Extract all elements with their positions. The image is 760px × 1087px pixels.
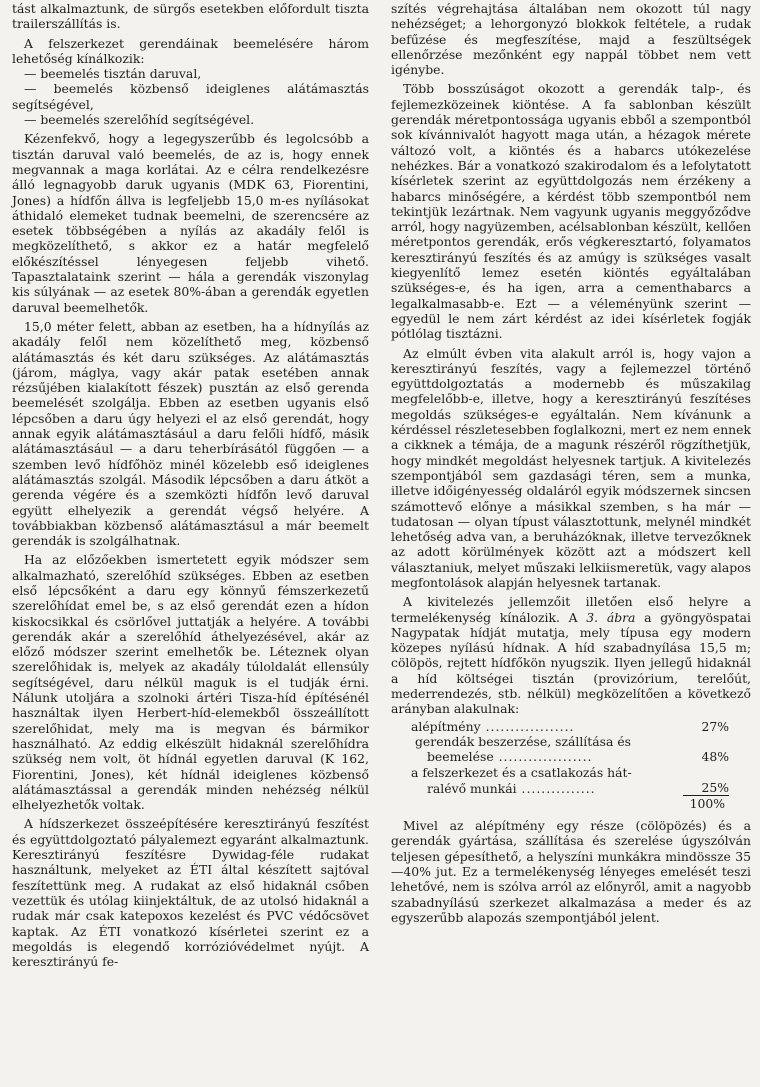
cost-label xyxy=(427,781,683,796)
text-span: a gyöngyöspatai Nagypatak hídját mutatja, mely típusa egy modern közepes nyílású hídnak. A híd szabadnyílása 15,5 m; cölöpös, rejtett hídfőkön nyugszik. Ilyen jellegű hidaknál a híd költségei tisztán (provizórium, terelőút, mederrendezés, stb. nélkül) megközelítően a következő arányban alakulnak: xyxy=(391,609,751,717)
cost-row xyxy=(411,749,729,764)
paragraph-mechanization: Mivel az alépítmény egy része (cölöpözés) és a gerendák gyártása, szállítása és szerelése úgyszólván teljesen gépesíthető, a helyszíni munkákra mindössze 35—40% jut. Ez a termelékenység lényeges emelését teszi lehetővé, nem is szólva arról az előnyről, amit a nagyobb szabadnyílású szerkezet alkalmazása a meder és az egyszerűbb alapozás szempontjából jelent. xyxy=(391,818,751,925)
cost-label-text: alépítmény xyxy=(411,718,481,734)
cost-label-text: beemelése xyxy=(427,749,494,765)
paragraph-crane-lifting: Kézenfekvő, hogy a legegyszerűbb és legolcsóbb a tisztán daruval való beemelés, de az is, hogy ennek megvannak a maga korlátai. Az e célra rendelkezésre álló legnagyobb daruk ugyanis (MDK 63, Fiorentini, Jones) a hídfőn állva is legfeljebb 15,0 m-es nyílásokat áthidaló elemeket tudnak beemelni, de szerencsére az esetek többségében a nyílás az akadály felől is megközelíthető, s akkor ez a határ megfelelő előkészítéssel lényegesen feljebb vihető. Tapasztalataink szerint — hála a gerendák viszonylag kis súlyának — az esetek 80%-ában a gerendák egyetlen daruval beemelhetők. xyxy=(12,131,369,315)
text-span: A kivitelezés jellemzőit illetően első helyre a termelékenység kínálozik. A xyxy=(391,594,751,625)
leader-dots: .................. xyxy=(480,718,575,734)
cost-label xyxy=(411,719,683,734)
cost-label xyxy=(415,734,683,749)
cost-label xyxy=(411,765,683,780)
right-column xyxy=(391,1,751,925)
cost-row xyxy=(411,719,729,734)
lifting-options-list xyxy=(12,66,369,127)
cost-breakdown-table xyxy=(411,719,729,812)
paragraph-joint-filling: Több bosszúságot okozott a gerendák talp-, és fejlemezközeinek kiöntése. A fa sablonban készült gerendák méretpontossága ugyanis ebből a szempontból sok kívánnivalót hagyott maga után, a hézagok mérete változó volt, a kiöntés és a habarcs utókezelése nehézkes. Bár a vonatkozó szakirodalom és a lefolytatott kísérletek szerint az együttdolgozás nem érzékeny a habarcs minőségére, a kérdést több szempontból nem tekintjük lezártnak. Nem vagyunk ugyanis meggyőződve arról, hogy nagyüzemben, acélsablonban készült, kellően méretpontos gerendák, erős végkeresztartó, folyamatos keresztirányú feszítés és az amúgy is szükséges vasalt kiegyenlítő lemez esetén kiöntés egyáltalában szükséges-e, és ha igen, arra a cementhabarcs a legalkalmasabb-e. Ezt — a véleményünk szerint — egyedül le nem zárt kérdést az idei kísérletek fogják pótlólag tisztázni. xyxy=(391,81,751,342)
cost-label xyxy=(427,749,683,764)
list-item: — beemelés tisztán daruval, xyxy=(24,66,202,82)
paragraph-intermediate-support: 15,0 méter felett, abban az esetben, ha a hídnyílás az akadály felől nem közelíthető meg, közbenső alátámasztás és két daru szükséges. Az alátámasztás (járom, máglya, vagy akár patak esetében annak rézsűjében kialakított fészek) pusztán az első gerenda beemelését szolgálja. Ebben az esetben ugyanis első lépcsőben a daru úgy helyezi el az első gerendát, hogy annak egyik alátámasztásául a daru felőli hídfő, másik alátámasztásául — a daru teherbírásától függően — a szemben levő hídfőhöz minél közelebb eső ideiglenes alátámasztás szolgál. Második lépcsőben a daru átköt a gerenda végére és a szemközti hídfőn levő daruval együtt elhelyezik a gerendát végső helyére. A továbbiakban közbenső alátámasztásul a már beemelt gerendák is szolgálhatnak. xyxy=(12,318,369,549)
cost-label-text: gerendák beszerzése, szállítása és xyxy=(415,733,632,749)
left-column xyxy=(12,1,369,969)
cost-row xyxy=(411,780,729,796)
paragraph-assembly-bridge: Ha az előzőekben ismertetett egyik módszer sem alkalmazható, szerelőhíd szükséges. Ebben az esetben első lépcsőként a daru egy könnyű fémszerkezetű szerelőhídat emel be, s az első gerendát ezen a hídon kiskocsikkal és csörlővel juttatják a helyére. A további gerendák akár a szerelőhíd áthelyezésével, akár az előző módszer szerint emelhetők be. Léteznek olyan szerelőhidak is, melyek az akadály túloldalát ellensúly segítségével, daru nélkül maguk is el tudják érni. Nálunk utoljára a szolnoki ártéri Tisza-híd építésénél használtak ilyen Herbert-híd-elemekből összeállított szerelőhidat, mely ma is megvan és bármikor használható. Az eddig elkészült hidaknál szerelőhídra szükség nem volt, öt hídnál egyetlen daruval (K 162, Fiorentini, Jones), két hídnál ideiglenes közbenső alátámasztással a gerendák minden nehézség nélkül elhelyezhetők voltak. xyxy=(12,552,369,813)
cost-label-text: ralévő munkái xyxy=(427,780,517,796)
leader-dots: ............... xyxy=(516,780,596,796)
paragraph-debate: Az elmúlt évben vita alakult arról is, hogy vajon a keresztirányú feszítés, vagy a fejlemezzel történő együttdolgoztatás a modernebb és műszakilag megfelelőbb-e, illetve, hogy a keresztirányú feszítéses megoldás szükséges-e egyáltalán. Nem kívánunk a kérdéssel részletesebben foglalkozni, mert ez nem ennek a cikknek a témája, de a magunk részéről rögzíthetjük, hogy mindkét megoldást helyesnek tartjuk. A kivitelezés szempontjából sem gazdasági téren, sem a munka, illetve időigényesség oldaláról egyik módszernek sincsen számottevő előnye a másikkal szemben, s ha már — tudatosan — olyan típust választottunk, melynél mindkét lehetőség adva van, a beruházóknak, illetve tervezőknek az adott körülmények között azt a módszert kell választaniuk, melyet műszaki lelkiismeretük, vagy alapos megfontolások alapján helyesnek tartanak. xyxy=(391,345,751,590)
cost-row xyxy=(411,734,729,749)
cost-label-text: a felszerkezet és a csatlakozás hát- xyxy=(411,764,632,780)
paragraph-productivity xyxy=(391,594,751,716)
cost-value: 25% xyxy=(683,780,729,796)
cost-value: 27% xyxy=(701,718,729,734)
paragraph-lifting-options-intro: A felszerkezet gerendáinak beemelésére három lehetőség kínálkozik: xyxy=(12,35,369,66)
cost-row xyxy=(411,765,729,780)
paragraph-transverse-prestress: A hídszerkezet összeépítésére keresztirányú feszítést és együttdolgoztató pályalemezt egyaránt alkalmaztunk. Keresztirányú feszítésre Dywidag-féle rudakat használtunk, melyeket az ÉTI által készített sajtóval feszítettünk meg. A rudakat az első hidaknál csőben vezettük és utólag kiinjektáltuk, de az utolsó hidaknál a rudak már csak katepoxos kezelést és PVC védőcsövet kaptak. Az ÉTI vonatkozó kísérletei szerint ez a megoldás is elegendő korrózióvédelmet nyújt. A keresztirányú fe- xyxy=(12,816,369,970)
figure-reference: 3. ábra xyxy=(586,609,636,625)
cost-total: 100% xyxy=(689,796,725,812)
paragraph-continuation: tást alkalmaztunk, de sürgős esetekben előfordult tiszta trailerszállítás is. xyxy=(12,1,369,32)
list-item: — beemelés közbenső ideiglenes alátámasztás segítségével, xyxy=(12,81,369,112)
paragraph-continuation: szítés végrehajtása általában nem okozott túl nagy nehézséget; a lehorgonyzó blokkok feltétele, a rudak befűzése és megfeszítése, majd a feszültségek ellenőrzése mezőnként egy nappál többet nem vett igénybe. xyxy=(391,1,751,78)
leader-dots: ................... xyxy=(493,749,593,765)
cost-value: 48% xyxy=(701,749,729,765)
list-item: — beemelés szerelőhíd segítségével. xyxy=(24,112,255,128)
